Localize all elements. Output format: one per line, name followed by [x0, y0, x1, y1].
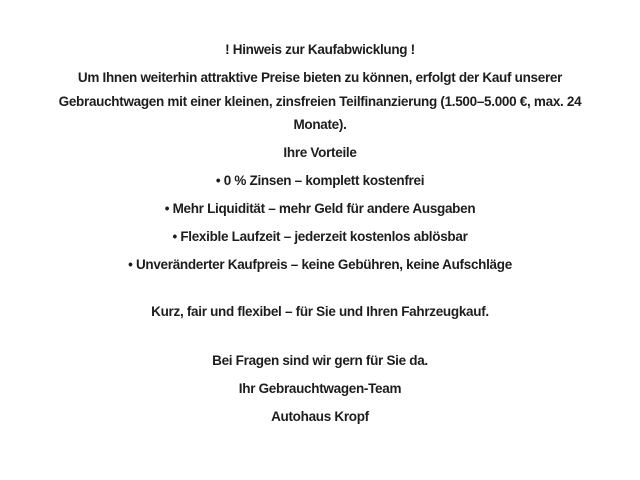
intro-line: Um Ihnen weiterhin attraktive Preise bieten zu können, erfolgt der Kauf unserer [77, 70, 563, 85]
notice-title: ! Hinweis zur Kaufabwicklung ! [225, 42, 415, 57]
benefits-heading: Ihre Vorteile [283, 145, 357, 160]
benefit-item: • 0 % Zinsen – komplett kostenfrei [215, 173, 425, 188]
closing-line-team: Ihr Gebrauchtwagen-Team [238, 381, 402, 396]
summary-line: Kurz, fair und flexibel – für Sie und Ihren Fahrzeugkauf. [151, 303, 489, 319]
intro-paragraph [0, 66, 640, 137]
benefit-item: • Unveränderter Kaufpreis – keine Gebühren, keine Aufschläge [128, 257, 512, 272]
closing-line-dealer: Autohaus Kropf [271, 409, 369, 424]
intro-line: Gebrauchtwagen mit einer kleinen, zinsfreien Teilfinanzierung (1.500–5.000 €, max. 24 [58, 93, 582, 109]
benefit-item: • Mehr Liquidität – mehr Geld für andere Ausgaben [164, 201, 476, 216]
intro-line: Monate). [293, 117, 347, 132]
closing-line: Bei Fragen sind wir gern für Sie da. [212, 353, 428, 368]
benefit-item: • Flexible Laufzeit – jederzeit kostenlos ablösbar [172, 229, 468, 244]
